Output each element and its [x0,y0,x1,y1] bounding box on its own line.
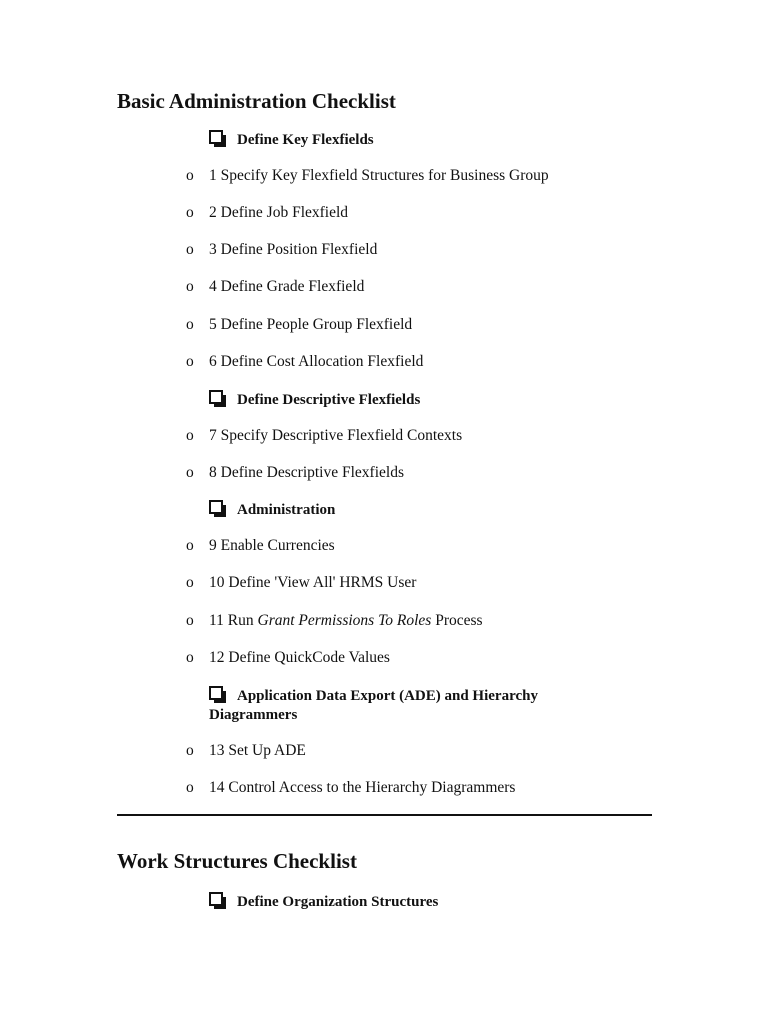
checkbox-icon [209,390,223,404]
bullet-icon: o [186,574,194,591]
checklist-item: o 2 Define Job Flexfield [186,204,349,221]
group-heading-ade-hierarchy: Application Data Export (ADE) and Hierarchy Diagrammers [209,688,538,723]
section-divider [117,814,652,816]
checklist-item: o 9 Enable Currencies [186,537,335,554]
group-heading-key-flexfields: Define Key Flexfields [209,130,629,150]
checklist-item: o 3 Define Position Flexfield [186,241,378,258]
checklist-item: o 5 Define People Group Flexfield [186,316,413,333]
bullet-icon: o [186,649,194,666]
bullet-icon: o [186,167,194,184]
checklist-item: o 7 Specify Descriptive Flexfield Contexts [186,427,463,444]
checkbox-icon [209,892,223,906]
checklist-item: o 4 Define Grade Flexfield [186,278,365,295]
checkbox-icon [209,500,223,514]
checkbox-icon [209,686,223,700]
section-title-work-structures: Work Structures Checklist [117,849,357,873]
group-heading-organization-structures: Define Organization Structures [209,892,629,912]
bullet-icon: o [186,464,194,481]
bullet-icon: o [186,241,194,258]
emphasized-process-name: Grant Permissions To Roles [257,612,432,629]
bullet-icon: o [186,742,194,759]
checklist-item: o 1 Specify Key Flexfield Structures for Business Group [186,167,549,184]
bullet-icon: o [186,204,194,221]
bullet-icon: o [186,537,194,554]
bullet-icon: o [186,779,194,796]
group-heading-administration: Administration [209,500,629,520]
checklist-item: o 14 Control Access to the Hierarchy Diagrammers [186,779,516,796]
section-title-basic-administration: Basic Administration Checklist [117,89,396,113]
checkbox-icon [209,130,223,144]
bullet-icon: o [186,278,194,295]
checklist-item: o 6 Define Cost Allocation Flexfield [186,353,424,370]
checklist-item: o 13 Set Up ADE [186,742,306,759]
checklist-item: o 12 Define QuickCode Values [186,649,390,666]
checklist-item: o 10 Define 'View All' HRMS User [186,574,417,591]
bullet-icon: o [186,316,194,333]
checklist-item: o 8 Define Descriptive Flexfields [186,464,404,481]
checklist-item: o 11 Run Grant Permissions To Roles Process [186,612,483,629]
bullet-icon: o [186,427,194,444]
bullet-icon: o [186,353,194,370]
group-heading-descriptive-flexfields: Define Descriptive Flexfields [209,390,629,410]
bullet-icon: o [186,612,194,629]
